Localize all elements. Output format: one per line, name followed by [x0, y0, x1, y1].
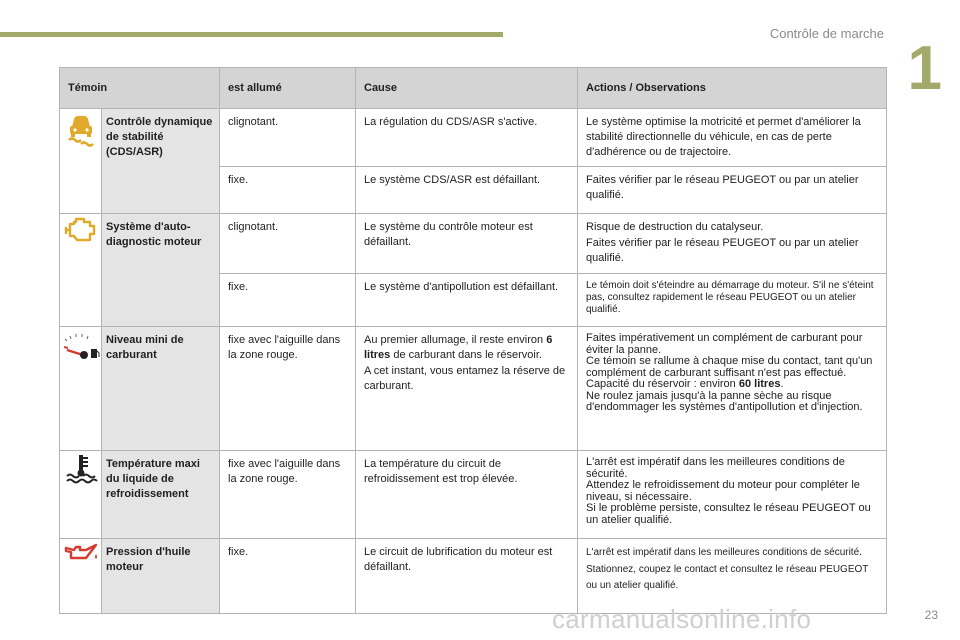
cause-cell: [356, 327, 578, 451]
action-line: L'arrêt est impératif dans les meilleures conditions de sécurité.: [586, 547, 862, 558]
cause-cell: Le système CDS/ASR est défaillant.: [356, 167, 578, 214]
section-title: Contrôle de marche: [769, 26, 884, 41]
stability-control-icon: [64, 109, 98, 149]
page-number: 23: [924, 608, 938, 622]
action-line: Ce témoin se rallume à chaque mise du contact, tant qu'un complément de carburant suffisant n'est pas effectué.: [586, 355, 873, 379]
cause-cell: Le circuit de lubrification du moteur est défaillant.: [356, 539, 578, 614]
action-text: .: [780, 378, 784, 390]
column-header-cause: Cause: [356, 68, 578, 109]
action-cell: Le témoin doit s'éteindre au démarrage du moteur. S'il ne s'éteint pas, consultez rapidement le réseau PEUGEOT ou un atelier qualifié.: [578, 274, 887, 327]
chapter-number: 1: [907, 34, 942, 103]
header-accent-bar: [0, 32, 503, 37]
indicator-name: Contrôle dynamique de stabilité (CDS/ASR): [102, 109, 220, 214]
indicator-icon-cell: [60, 327, 102, 451]
column-header-actions: Actions / Observations: [578, 68, 887, 109]
cause-line: [364, 333, 569, 363]
action-line: [586, 379, 878, 391]
cause-cell: Le système du contrôle moteur est défaillant.: [356, 214, 578, 274]
coolant-temperature-icon: [64, 451, 98, 485]
oil-pressure-icon: [62, 539, 100, 565]
state-cell: fixe avec l'aiguille dans la zone rouge.: [220, 451, 356, 539]
state-cell: clignotant.: [220, 214, 356, 274]
action-cell: Le système optimise la motricité et permet d'améliorer la stabilité directionnelle du véhicule, en cas de perte d'adhérence ou de trajectoire.: [578, 109, 887, 167]
action-cell: Faites vérifier par le réseau PEUGEOT ou par un atelier qualifié.: [578, 167, 887, 214]
action-line: Faites vérifier par le réseau PEUGEOT ou par un atelier qualifié.: [586, 237, 859, 264]
action-cell: [578, 327, 887, 451]
cause-text: de carburant dans le réservoir.: [390, 349, 542, 361]
watermark: carmanualsonline.info: [552, 604, 812, 634]
action-line: Si le problème persiste, consultez le réseau PEUGEOT ou un atelier qualifié.: [586, 502, 871, 526]
action-highlight: 60 litres: [738, 378, 781, 390]
action-line: Risque de destruction du catalyseur.: [586, 221, 764, 233]
action-line: Ne roulez jamais jusqu'à la panne sèche au risque d'endommager les systèmes d'antipollution et d'injection.: [586, 389, 863, 413]
action-line: Faites impérativement un complément de carburant pour éviter la panne.: [586, 332, 863, 356]
indicator-icon-cell: [60, 451, 102, 539]
warning-lights-table: [59, 67, 887, 614]
action-cell: [578, 214, 887, 274]
state-cell: fixe.: [220, 274, 356, 327]
column-header-temoin: Témoin: [60, 68, 220, 109]
state-cell: fixe avec l'aiguille dans la zone rouge.: [220, 327, 356, 451]
action-line: L'arrêt est impératif dans les meilleures conditions de sécurité.: [586, 456, 845, 480]
indicator-icon-cell: [60, 214, 102, 327]
engine-check-icon: [64, 214, 98, 244]
state-cell: clignotant.: [220, 109, 356, 167]
action-line: Attendez le refroidissement du moteur pour compléter le niveau, si nécessaire.: [586, 479, 860, 503]
action-line: Stationnez, coupez le contact et consultez le réseau PEUGEOT ou un atelier qualifié.: [586, 564, 869, 591]
indicator-name: Niveau mini de carburant: [102, 327, 220, 451]
cause-line: A cet instant, vous entamez la réserve de carburant.: [364, 365, 566, 392]
indicator-icon-cell: [60, 109, 102, 214]
cause-text: Au premier allumage, il reste environ: [364, 334, 547, 346]
table-row: [60, 451, 887, 539]
action-cell: [578, 539, 887, 614]
table-row: [60, 539, 887, 614]
indicator-name: Système d'auto-diagnostic moteur: [102, 214, 220, 327]
state-cell: fixe.: [220, 167, 356, 214]
cause-cell: La régulation du CDS/ASR s'active.: [356, 109, 578, 167]
table-row: [60, 109, 887, 167]
table-row: [60, 214, 887, 274]
indicator-name: Température maxi du liquide de refroidissement: [102, 451, 220, 539]
cause-cell: La température du circuit de refroidissement est trop élevée.: [356, 451, 578, 539]
action-text: Capacité du réservoir : environ: [586, 378, 739, 390]
fuel-low-icon: [61, 327, 101, 365]
table-row: [60, 327, 887, 451]
indicator-icon-cell: [60, 539, 102, 614]
indicator-name: Pression d'huile moteur: [102, 539, 220, 614]
action-cell: [578, 451, 887, 539]
cause-cell: Le système d'antipollution est défaillant.: [356, 274, 578, 327]
cause-highlight: 6 litres: [364, 334, 553, 361]
column-header-state: est allumé: [220, 68, 356, 109]
table-header-row: [60, 68, 887, 109]
state-cell: fixe.: [220, 539, 356, 614]
